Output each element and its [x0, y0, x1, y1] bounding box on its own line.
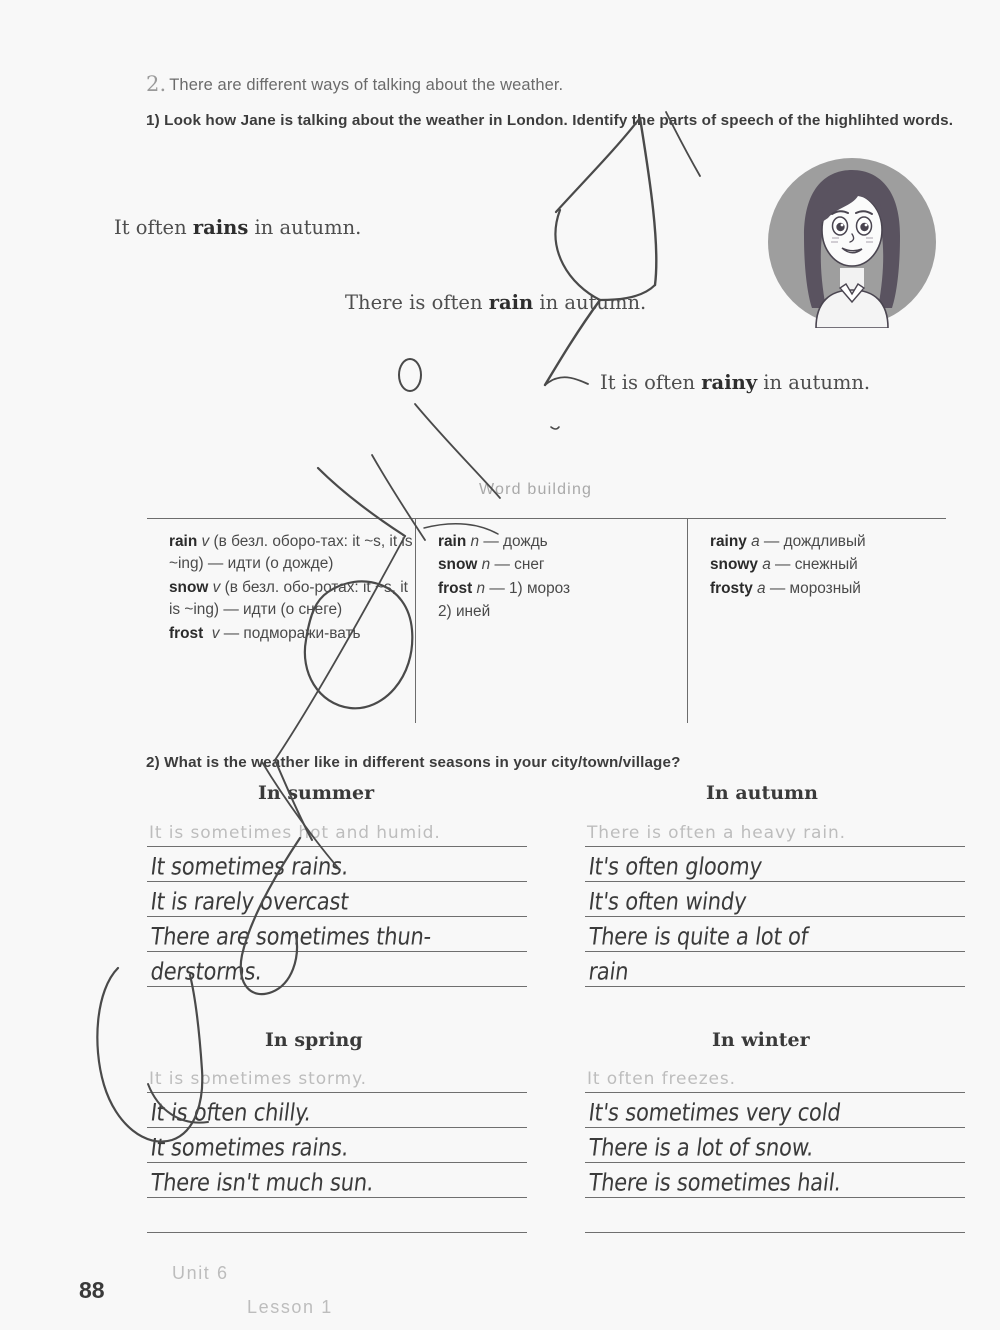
handwritten-answer: It is rarely overcast	[149, 887, 351, 915]
handwritten-answer: rain	[587, 957, 631, 985]
sentence-1-pre: It often	[114, 216, 193, 239]
answer-line[interactable]	[585, 1058, 965, 1093]
answer-block-winter	[585, 1058, 965, 1233]
subtask-2-instruction: 2) What is the weather like in different seasons in your city/town/village?	[146, 754, 681, 771]
highlighted-word-rain: rain	[488, 291, 534, 314]
answer-line[interactable]	[585, 952, 965, 987]
answer-line[interactable]	[147, 882, 527, 917]
printed-example: It is sometimes stormy.	[149, 1069, 367, 1089]
entry-pos: a	[751, 533, 760, 550]
answer-line[interactable]	[147, 847, 527, 882]
word-building-column-verbs	[147, 519, 415, 723]
answer-line[interactable]	[585, 812, 965, 847]
entry-pos: v	[212, 578, 221, 596]
highlighted-word-rains: rains	[192, 216, 249, 239]
answer-line[interactable]	[147, 1093, 527, 1128]
word-building-table	[147, 518, 946, 723]
dictionary-entry	[169, 623, 415, 645]
example-sentence-adjective	[600, 371, 870, 394]
task-heading	[146, 72, 966, 96]
dictionary-entry	[710, 554, 946, 576]
subtask-1-instruction: 1) Look how Jane is talking about the weather in London. Identify the parts of speech of the highlihted words.	[146, 112, 954, 129]
entry-gloss: — морозный	[769, 579, 861, 597]
word-building-label: Word building	[479, 481, 593, 498]
sentence-2-post: in autumn.	[533, 291, 647, 314]
entry-pos: v	[201, 533, 210, 550]
entry-word: snow	[169, 578, 209, 596]
entry-word: frosty	[710, 579, 753, 597]
answer-block-autumn	[585, 812, 965, 987]
handwritten-answer: There is quite a lot of	[587, 922, 810, 950]
example-sentence-verb	[114, 216, 361, 239]
entry-word: rain	[438, 533, 467, 550]
handwritten-answer: There is sometimes hail.	[587, 1168, 843, 1196]
jane-avatar-illustration	[766, 156, 938, 328]
answer-line[interactable]	[585, 1163, 965, 1198]
handwritten-answer: It sometimes rains.	[149, 1133, 351, 1161]
handwritten-answer: There is a lot of snow.	[587, 1133, 816, 1161]
answer-line[interactable]	[585, 1128, 965, 1163]
entry-pos: n	[476, 579, 486, 597]
handwritten-answer: It's often windy	[587, 887, 749, 915]
entry-gloss: — снег	[494, 556, 545, 574]
season-title-winter: In winter	[712, 1029, 810, 1051]
answer-block-spring	[147, 1058, 527, 1233]
handwritten-answer: There isn't much sun.	[149, 1168, 376, 1196]
handwritten-answer: It is often chilly.	[149, 1098, 313, 1126]
sentence-2-pre: There is often	[345, 291, 489, 314]
entry-pos: a	[757, 579, 766, 597]
season-title-spring: In spring	[265, 1029, 363, 1051]
answer-line[interactable]	[147, 1128, 527, 1163]
entry-word: snow	[438, 556, 478, 574]
answer-line[interactable]	[147, 1198, 527, 1233]
season-title-autumn: In autumn	[706, 782, 818, 804]
entry-gloss: — 1) мороз	[489, 579, 571, 597]
answer-line[interactable]	[585, 1093, 965, 1128]
dictionary-entry	[438, 578, 687, 600]
answer-line[interactable]	[147, 917, 527, 952]
handwritten-answer: It's often gloomy	[587, 852, 764, 880]
answer-line[interactable]	[585, 1198, 965, 1233]
answer-line[interactable]	[147, 812, 527, 847]
task-instruction: There are different ways of talking about the weather.	[169, 76, 564, 94]
printed-example: It often freezes.	[587, 1069, 736, 1089]
dictionary-entry-continuation	[438, 601, 687, 623]
entry-gloss: — дождливый	[763, 533, 866, 550]
printed-example: It is sometimes hot and humid.	[149, 823, 441, 843]
answer-line[interactable]	[147, 1058, 527, 1093]
entry-gloss: (в безл. обо-ротах: it ~s, it is ~ing) — идти (о снеге)	[169, 578, 408, 619]
season-title-summer: In summer	[258, 782, 375, 804]
handwritten-answer: There are sometimes thun-	[149, 922, 433, 950]
entry-word: frost	[169, 624, 204, 642]
entry-pos: n	[470, 533, 480, 550]
page-number: 88	[79, 1277, 105, 1303]
example-sentence-noun	[345, 291, 646, 314]
entry-word: frost	[438, 579, 473, 597]
answer-line[interactable]	[147, 1163, 527, 1198]
answer-line[interactable]	[147, 952, 527, 987]
task-number: 2.	[146, 72, 167, 96]
dictionary-entry	[710, 578, 946, 600]
dictionary-entry	[169, 577, 415, 622]
printed-example: There is often a heavy rain.	[587, 823, 846, 843]
entry-pos: n	[481, 556, 491, 574]
entry-word: rain	[169, 533, 198, 550]
sentence-3-post: in autumn.	[757, 371, 871, 394]
dictionary-entry	[169, 531, 415, 576]
entry-word: rainy	[710, 533, 747, 550]
handwritten-answer: It's sometimes very cold	[587, 1098, 843, 1126]
entry-word: snowy	[710, 556, 758, 574]
answer-line[interactable]	[585, 917, 965, 952]
entry-gloss: — подморажи-вать	[223, 624, 361, 642]
sentence-1-post: in autumn.	[248, 216, 362, 239]
unit-label: Unit 6	[172, 1263, 229, 1283]
entry-gloss: — дождь	[483, 533, 548, 550]
entry-pos: a	[762, 556, 771, 574]
answer-line[interactable]	[585, 882, 965, 917]
entry-gloss: — снежный	[775, 556, 858, 574]
answer-line[interactable]	[585, 847, 965, 882]
handwritten-answer: derstorms.	[149, 957, 264, 985]
sentence-3-pre: It is often	[600, 371, 702, 394]
highlighted-word-rainy: rainy	[701, 371, 758, 394]
word-building-column-nouns	[415, 519, 687, 723]
handwritten-answer: It sometimes rains.	[149, 852, 351, 880]
dictionary-entry	[438, 531, 687, 553]
entry-gloss: (в безл. оборо-тах: it ~s, it is ~ing) — идти (о дожде)	[169, 533, 413, 573]
answer-block-summer	[147, 812, 527, 987]
lesson-label: Lesson 1	[247, 1297, 333, 1317]
dictionary-entry	[710, 531, 946, 553]
dictionary-entry	[438, 554, 687, 576]
word-building-column-adjectives	[687, 519, 946, 723]
entry-pos: v	[211, 624, 220, 642]
entry-gloss: 2) иней	[438, 603, 491, 621]
